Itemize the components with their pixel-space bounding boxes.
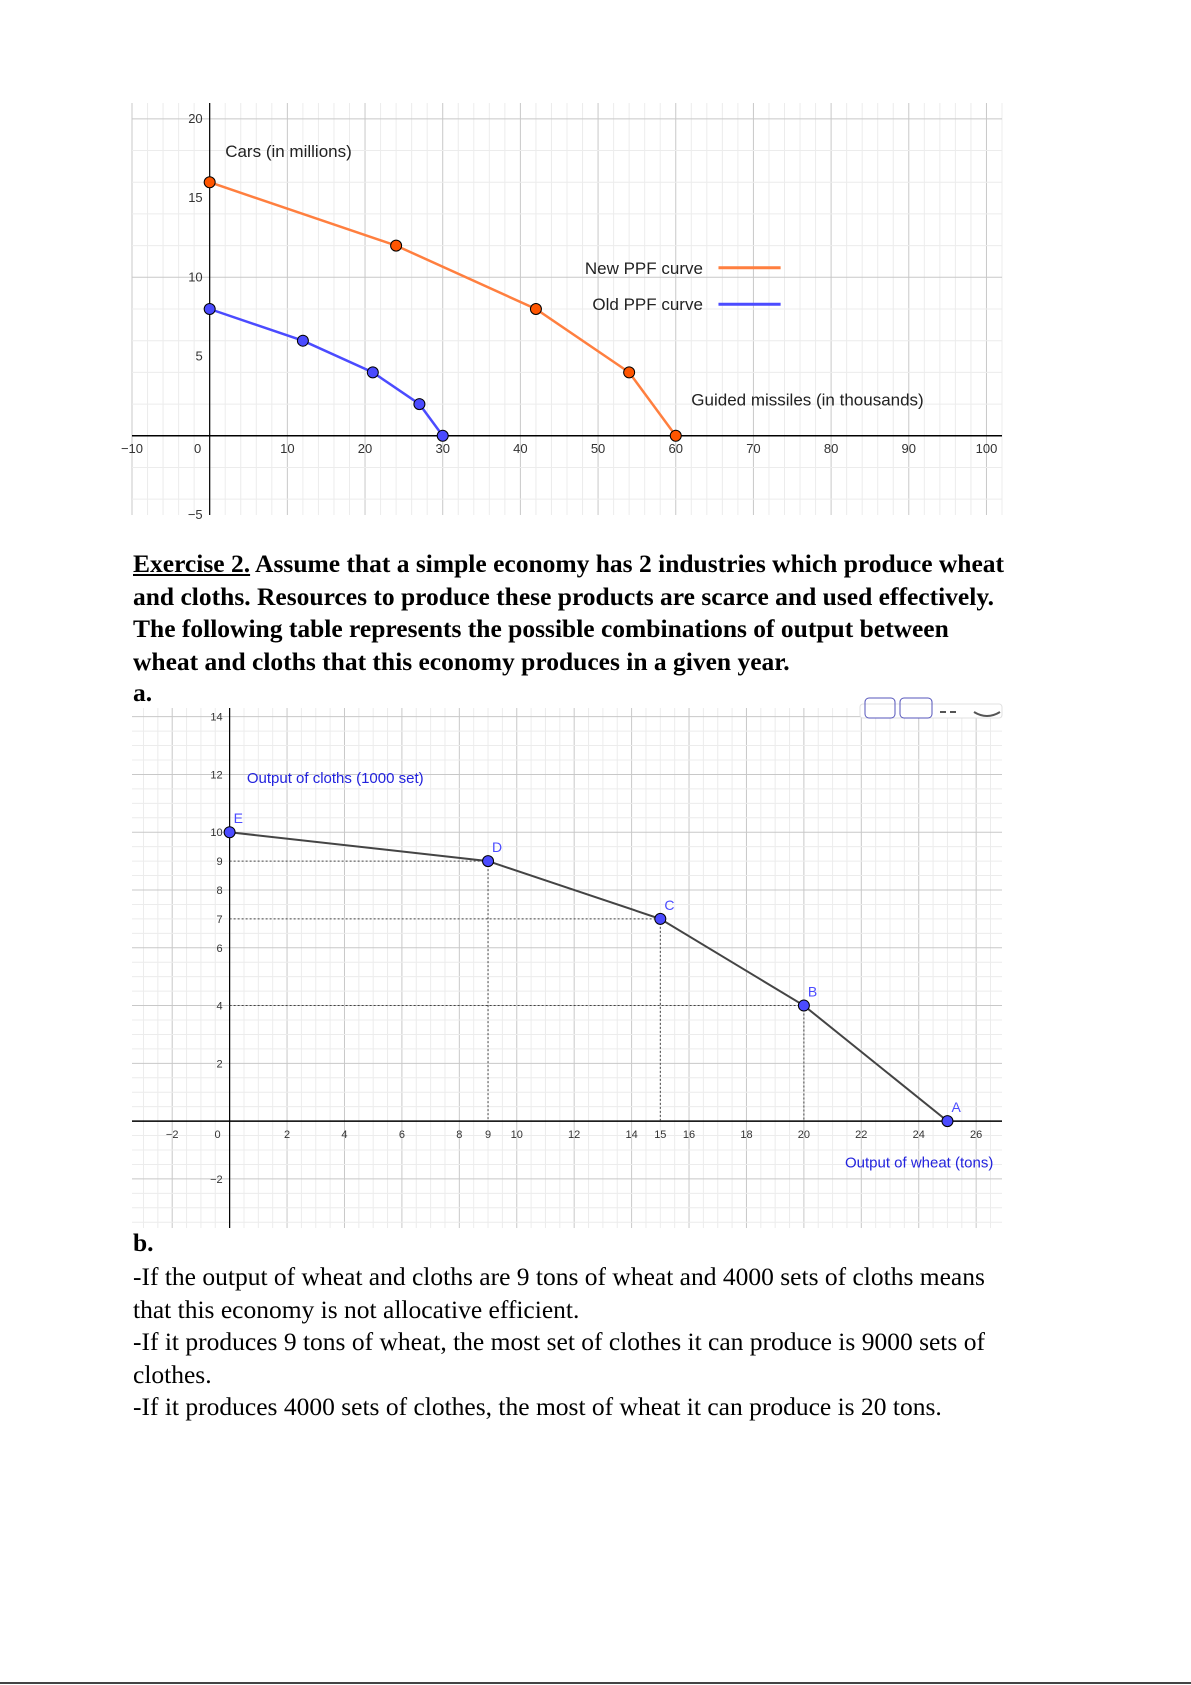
data-point: [204, 304, 215, 315]
data-point: [437, 430, 448, 441]
exercise-2-prompt: [133, 548, 1013, 678]
x-tick-label: 22: [855, 1129, 868, 1142]
ppf-wheat-cloths-chart: [132, 708, 1002, 1228]
x-tick-label: 8: [456, 1129, 463, 1142]
x-tick-label: 50: [590, 440, 606, 456]
x-tick-label: 18: [740, 1129, 753, 1142]
data-point: [391, 240, 402, 251]
y-tick-label: 20: [188, 110, 203, 126]
y-tick-label: 7: [216, 913, 223, 926]
x-axis-title: Output of wheat (tons): [844, 1154, 994, 1172]
y-tick-label: 9: [216, 856, 223, 869]
data-point: [204, 177, 215, 188]
y-tick-label: 6: [216, 942, 223, 955]
y-tick-label: 2: [216, 1058, 223, 1071]
point-label: B: [807, 983, 818, 1000]
part-b-label: b.: [133, 1228, 154, 1257]
part-a-label: a.: [133, 678, 153, 707]
point-label: D: [492, 839, 503, 856]
point-label: A: [951, 1099, 961, 1116]
y-tick-label: −2: [210, 1173, 223, 1186]
ppf-cars-missiles-chart: [120, 103, 1002, 522]
exercise-text: Assume that a simple economy has 2 industries which produce wheat and cloths. Resources to produce these products are scarce and used effectively. The following table represents the possible combinations of output between wheat and cloths that this economy produces in a given year.: [133, 549, 1005, 676]
y-tick-label: 10: [188, 269, 203, 285]
data-point: [670, 430, 681, 441]
data-point: [367, 367, 378, 378]
x-tick-label: 20: [357, 440, 373, 456]
data-point: [297, 335, 308, 346]
y-axis-title: Output of cloths (1000 set): [246, 770, 424, 788]
legend-label: New PPF curve: [584, 258, 703, 278]
y-tick-label: 10: [210, 827, 223, 840]
x-tick-label: 20: [797, 1129, 811, 1142]
point-label: E: [233, 810, 243, 827]
x-tick-label: 10: [510, 1129, 523, 1142]
y-tick-label: 14: [210, 711, 223, 724]
data-point: [483, 856, 494, 867]
x-tick-label: 90: [901, 440, 917, 456]
data-point: [624, 367, 635, 378]
data-point: [942, 1116, 953, 1127]
x-tick-label: 80: [823, 440, 839, 456]
x-tick-label: 0: [194, 440, 202, 456]
y-tick-label: 4: [216, 1000, 223, 1013]
y-tick-label: 5: [195, 348, 203, 364]
x-axis-title: Guided missiles (in thousands): [691, 390, 924, 410]
y-tick-label: −5: [187, 507, 203, 522]
x-tick-label: 15: [654, 1129, 667, 1142]
x-tick-label: −10: [120, 440, 144, 456]
data-point: [414, 399, 425, 410]
answer-line: -If it produces 4000 sets of clothes, the most of wheat it can produce is 20 tons.: [133, 1392, 942, 1421]
y-tick-label: 8: [216, 885, 223, 897]
x-tick-label: 24: [912, 1129, 925, 1142]
y-tick-label: 15: [188, 190, 203, 206]
x-tick-label: 10: [280, 440, 295, 456]
legend-label: Old PPF curve: [592, 295, 703, 315]
x-tick-label: 70: [746, 440, 761, 456]
answer-line: -If the output of wheat and cloths are 9 tons of wheat and 4000 sets of cloths means that this economy is not allocative efficient.: [133, 1262, 985, 1324]
page-bottom-rule: [0, 1682, 1191, 1684]
data-point: [224, 827, 235, 838]
x-tick-label: 9: [484, 1129, 492, 1142]
data-point: [655, 913, 666, 924]
data-point: [530, 304, 541, 315]
y-tick-label: 12: [210, 769, 223, 782]
part-b-answers: [133, 1261, 1013, 1424]
x-tick-label: 16: [682, 1129, 696, 1142]
x-tick-label: 60: [668, 440, 683, 456]
data-point: [798, 1000, 809, 1011]
x-tick-label: 14: [625, 1129, 638, 1142]
x-tick-label: 2: [283, 1129, 291, 1142]
x-tick-label: −2: [165, 1129, 179, 1142]
x-tick-label: 4: [341, 1129, 348, 1142]
answer-line: -If it produces 9 tons of wheat, the most set of clothes it can produce is 9000 sets of clothes.: [133, 1327, 985, 1389]
x-tick-label: 30: [435, 440, 450, 456]
y-axis-title: Cars (in millions): [225, 141, 352, 161]
x-tick-label: 0: [214, 1129, 221, 1142]
exercise-heading: Exercise 2.: [133, 549, 251, 578]
x-tick-label: 26: [970, 1129, 983, 1142]
x-tick-label: 40: [513, 440, 528, 456]
x-tick-label: 6: [398, 1129, 405, 1142]
x-tick-label: 100: [975, 440, 998, 456]
point-label: C: [664, 896, 675, 913]
x-tick-label: 12: [568, 1129, 581, 1142]
